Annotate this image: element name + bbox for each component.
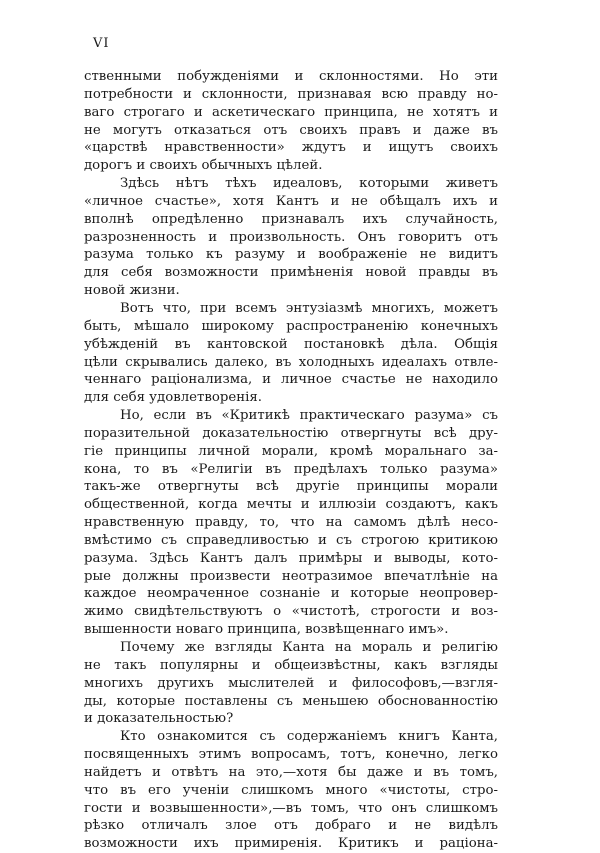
- text-line: быть, мѣшало широкому распространенію конечныхъ: [84, 318, 498, 334]
- text-line: Но, если въ «Критикѣ практическаго разума» съ: [120, 408, 498, 424]
- text-line: жимо свидѣтельствуютъ о «чистотѣ, строгости и воз-: [84, 604, 498, 620]
- text-line: цѣли скрывались далеко, въ холодныхъ идеалахъ отвле-: [84, 354, 498, 370]
- page-number: VI: [93, 36, 110, 51]
- text-line: Здѣсь нѣтъ тѣхъ идеаловъ, которыми живетъ: [120, 176, 498, 192]
- text-line: разума только къ разуму и воображеніе не видитъ: [84, 247, 498, 263]
- body-text: [84, 68, 498, 853]
- text-line: убѣжденій въ кантовской постановкѣ дѣла. Общія: [84, 336, 498, 352]
- text-line: ственными побужденіями и склонностями. Но эти: [84, 69, 498, 84]
- text-line: для себя удовлетворенія.: [84, 390, 262, 406]
- text-line: разрозненность и произвольность. Онъ говоритъ отъ: [84, 229, 498, 245]
- text-line: «личное счастье», хотя Кантъ и не обѣщалъ ихъ и: [84, 193, 498, 209]
- text-line: и доказательностью?: [84, 711, 234, 727]
- text-line: не такъ популярны и общеизвѣстны, какъ взгляды: [84, 657, 498, 673]
- text-line: Кто ознакомится съ содержаніемъ книгъ Канта,: [120, 729, 498, 745]
- text-line: посвященныхъ этимъ вопросамъ, тотъ, конечно, легко: [84, 747, 498, 763]
- text-line: ваго строгаго и аскетическаго принципа, не хотятъ и: [84, 104, 498, 120]
- text-line: для себя возможности примѣненія новой правды въ: [84, 265, 498, 281]
- text-line: гіе принципы личной морали, кромѣ моральнаго за-: [84, 443, 498, 459]
- text-line: разума. Здѣсь Кантъ далъ примѣры и выводы, кото-: [84, 550, 498, 566]
- text-line: ченнаго раціонализма, и личное счастье не находило: [84, 372, 498, 388]
- text-line: вполнѣ опредѣленно признавалъ ихъ случайность,: [84, 211, 498, 227]
- text-line: нравственную правду, то, что на самомъ дѣлѣ несо-: [84, 515, 498, 531]
- text-line: кона, то въ «Религіи въ предѣлахъ только разума»: [84, 461, 498, 477]
- text-line: поразительной доказательностію отвергнуты всѣ дру-: [84, 425, 498, 441]
- text-line: возможности ихъ примиренія. Критикъ и раціона-: [84, 836, 498, 852]
- text-line: вышенности новаго принципа, возвѣщеннаго имъ».: [84, 622, 449, 638]
- text-line: ды, которые поставлены съ меньшею обоснованностію: [84, 693, 498, 709]
- text-line: Почему же взгляды Канта на мораль и религію: [120, 640, 498, 655]
- text-line: вмѣстимо съ справедливостью и съ строгою критикою: [84, 532, 498, 548]
- text-line: общественной, когда мечты и иллюзіи создаютъ, какъ: [84, 497, 498, 513]
- text-line: найдетъ и отвѣтъ на это,—хотя бы даже и въ томъ,: [84, 764, 498, 780]
- text-line: «царствѣ нравственности» ждутъ и ищутъ своихъ: [84, 140, 498, 156]
- text-line: дорогъ и своихъ обычныхъ цѣлей.: [84, 158, 323, 174]
- text-line: что въ его ученіи слишкомъ много «чистоты, стро-: [84, 782, 498, 798]
- text-line: рые должны произвести неотразимое впечатлѣніе на: [84, 568, 498, 584]
- text-line: потребности и склонности, признавая всю правду но-: [84, 86, 498, 102]
- text-line: новой жизни.: [84, 283, 180, 299]
- text-line: рѣзко отличалъ злое отъ добраго и не видѣлъ: [84, 818, 498, 834]
- text-line: каждое неомраченное сознаніе и которые неопровер-: [84, 586, 498, 602]
- text-line: многихъ другихъ мыслителей и философовъ,—взгля-: [84, 675, 498, 691]
- text-line: Вотъ что, при всемъ энтузіазмѣ многихъ, можетъ: [120, 300, 498, 316]
- text-line: гости и возвышенности»,—въ томъ, что онъ слишкомъ: [84, 800, 498, 816]
- text-line: не могутъ отказаться отъ своихъ правъ и даже въ: [84, 122, 498, 138]
- text-line: такъ-же отвергнуты всѣ другіе принципы морали: [84, 479, 498, 495]
